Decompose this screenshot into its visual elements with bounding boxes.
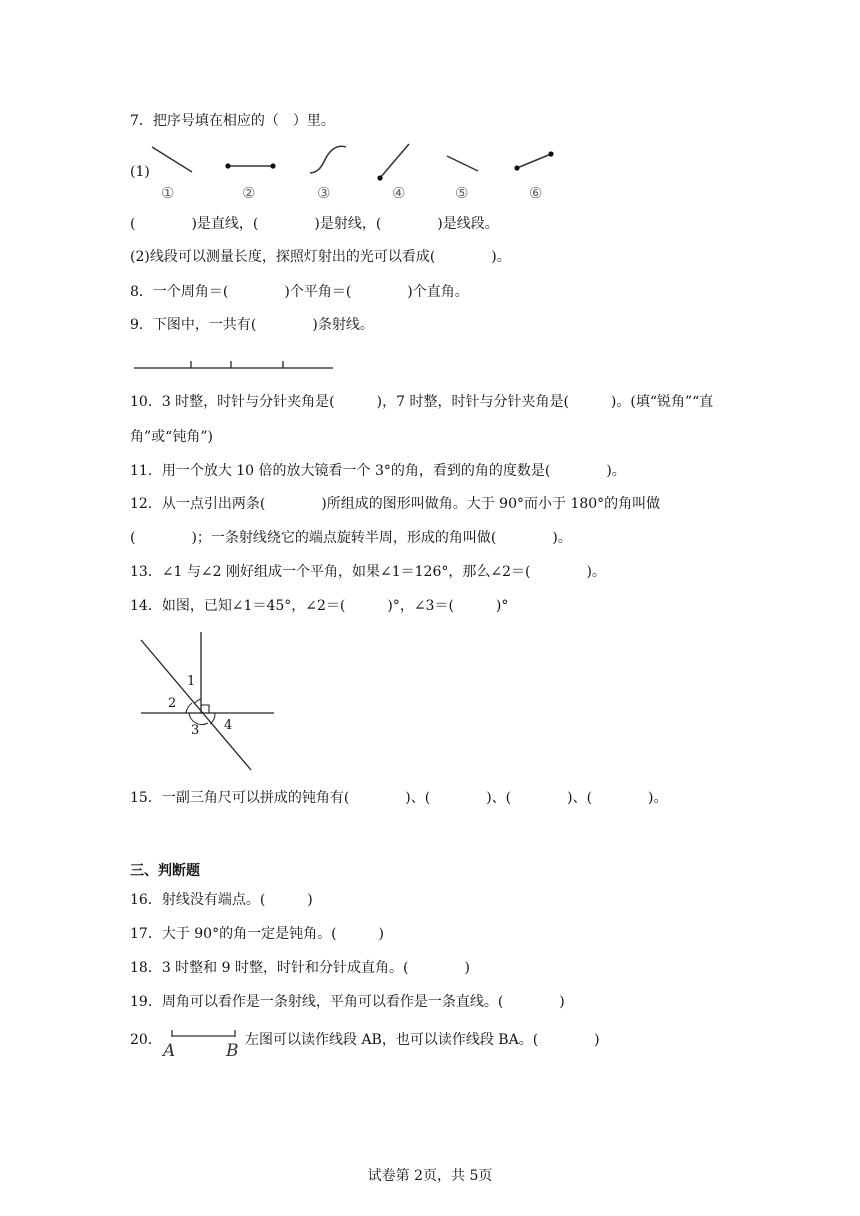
shape-label-5: ⑤ bbox=[455, 184, 469, 202]
shape-6-segment bbox=[514, 151, 553, 170]
angle-label-1: 1 bbox=[187, 674, 196, 689]
shape-label-2: ② bbox=[242, 184, 256, 202]
angle-arc-2 bbox=[186, 703, 192, 713]
q12-line1: 12．从一点引出两条( )所组成的图形叫做角。大于 90°而小于 180°的角叫做 bbox=[130, 496, 661, 512]
shape-label-3: ③ bbox=[317, 184, 331, 202]
angle-label-3: 3 bbox=[191, 723, 200, 738]
point-b-label: B bbox=[226, 1041, 239, 1061]
shape-label-4: ④ bbox=[392, 184, 406, 202]
angle-label-4: 4 bbox=[224, 718, 233, 733]
q20-text: 左图可以读作线段 AB，也可以读作线段 BA。( ) bbox=[245, 1032, 600, 1048]
angle-arc-1 bbox=[194, 699, 201, 704]
q8-text: 8．一个周角＝( )个平角＝( )个直角。 bbox=[130, 284, 469, 300]
q16-text: 16．射线没有端点。( ) bbox=[130, 892, 313, 908]
q9-rays-figure bbox=[132, 355, 342, 375]
q19-text: 19．周角可以看作是一条射线，平角可以看作是一条直线。( ) bbox=[130, 994, 565, 1010]
shape-4-ray bbox=[377, 144, 409, 181]
q11-text: 11．用一个放大 10 倍的放大镜看一个 3°的角，看到的角的度数是( )。 bbox=[130, 463, 626, 479]
shape-5-line bbox=[447, 156, 478, 171]
shape-1-line bbox=[152, 147, 192, 172]
q14-angle-figure bbox=[136, 628, 281, 776]
q7-shapes-figure bbox=[140, 138, 580, 206]
q10-line1: 10．3 时整，时针与分针夹角是( )，7 时整，时针与分针夹角是( )。(填“锐角”“直 bbox=[130, 394, 714, 410]
shape-label-6: ⑥ bbox=[529, 184, 543, 202]
angle-label-2: 2 bbox=[168, 696, 177, 711]
q13-text: 13．∠1 与∠2 刚好组成一个平角，如果∠1＝126°，那么∠2＝( )。 bbox=[130, 564, 606, 580]
section3-title: 三、判断题 bbox=[130, 863, 200, 879]
page-footer: 试卷第 2页，共 5页 bbox=[367, 1168, 493, 1184]
q10-line2: 角”或“钝角”) bbox=[130, 429, 213, 445]
q7-part2: (2)线段可以测量长度，探照灯射出的光可以看成( )。 bbox=[130, 249, 511, 265]
point-a-label: A bbox=[163, 1041, 176, 1061]
shape-label-1: ① bbox=[161, 184, 175, 202]
q20-number: 20． bbox=[130, 1032, 162, 1048]
q20-segment-figure bbox=[160, 1024, 244, 1062]
shape-2-segment bbox=[225, 163, 275, 168]
shape-3-curve bbox=[310, 146, 346, 173]
q14-text: 14．如图，已知∠1＝45°，∠2＝( )°，∠3＝( )° bbox=[130, 598, 509, 614]
q9-text: 9．下图中，一共有( )条射线。 bbox=[130, 317, 374, 333]
q7-part1-label: (1) bbox=[130, 164, 150, 180]
q7-answer-line: ( )是直线，( )是射线，( )是线段。 bbox=[130, 216, 499, 232]
q15-text: 15．一副三角尺可以拼成的钝角有( )、( )、( )、( )。 bbox=[130, 790, 668, 806]
q18-text: 18．3 时整和 9 时整，时针和分针成直角。( ) bbox=[130, 960, 470, 976]
q7-title: 7．把序号填在相应的（ ）里。 bbox=[130, 113, 335, 129]
q17-text: 17．大于 90°的角一定是钝角。( ) bbox=[130, 926, 385, 942]
q12-line2: ( )；一条射线绕它的端点旋转半周，形成的角叫做( )。 bbox=[130, 530, 572, 546]
